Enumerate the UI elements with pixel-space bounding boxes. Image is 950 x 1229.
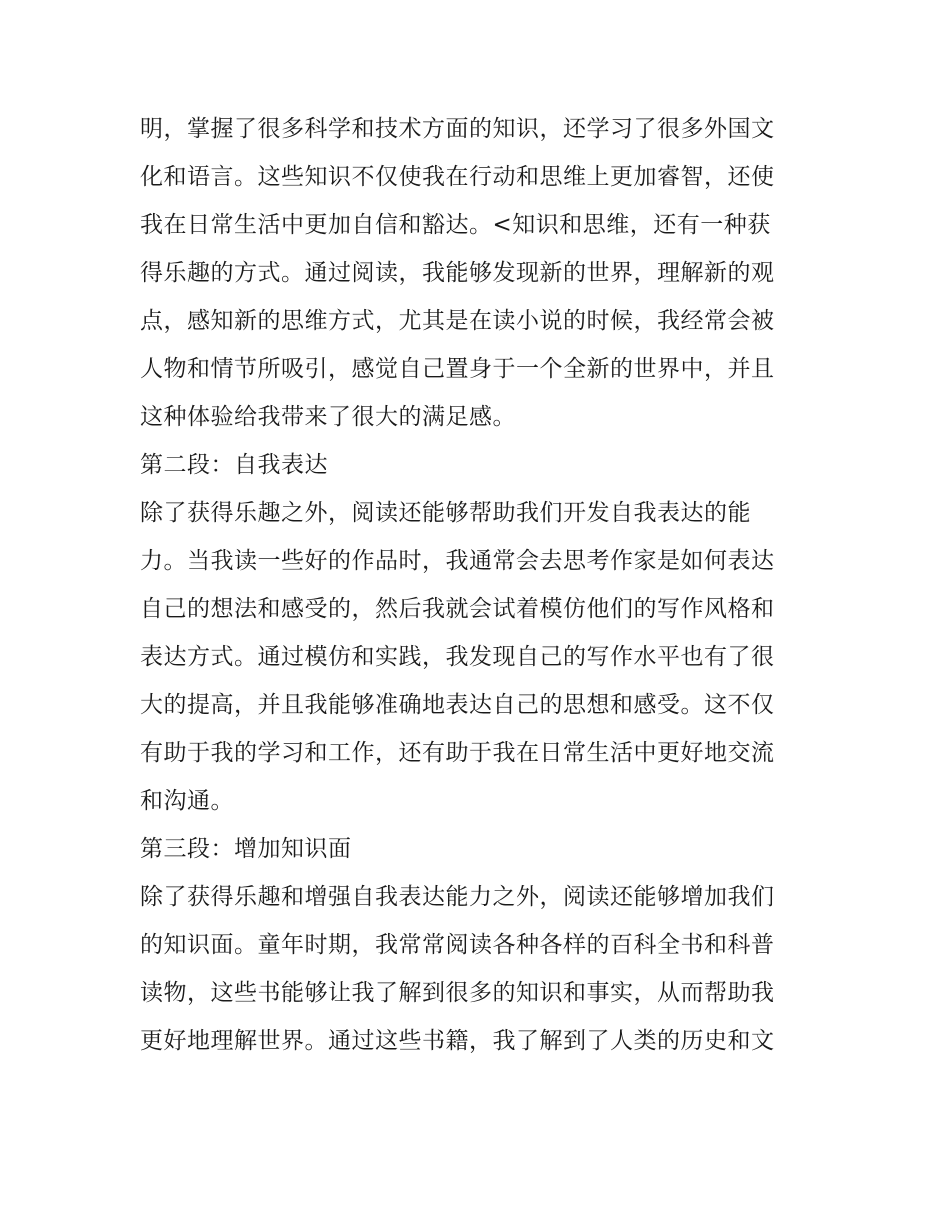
text-line: 自己的想法和感受的，然后我就会试着模仿他们的写作风格和 — [140, 596, 775, 622]
document-body — [140, 105, 820, 1065]
paragraph-knowledge — [140, 873, 820, 1065]
text-line: 除了获得乐趣之外，阅读还能够帮助我们开发自我表达的能 — [140, 500, 751, 526]
section-heading-knowledge: 第三段：增加知识面 — [140, 836, 352, 862]
paragraph-self-expression — [140, 489, 820, 825]
text-line: 除了获得乐趣和增强自我表达能力之外，阅读还能够增加我们 — [140, 884, 775, 910]
text-line: 我在日常生活中更加自信和豁达。<知识和思维，还有一种获 — [140, 212, 771, 238]
text-line: 有助于我的学习和工作，还有助于我在日常生活中更好地交流 — [140, 740, 775, 766]
text-line: 和沟通。 — [140, 788, 234, 814]
text-line: 这种体验给我带来了很大的满足感。 — [140, 404, 516, 430]
text-line: 表达方式。通过模仿和实践，我发现自己的写作水平也有了很 — [140, 644, 775, 670]
paragraph-reading-fun — [140, 105, 820, 441]
text-line: 得乐趣的方式。通过阅读，我能够发现新的世界，理解新的观 — [140, 260, 775, 286]
section-heading-self-expression: 第二段：自我表达 — [140, 452, 328, 478]
text-line: 更好地理解世界。通过这些书籍，我了解到了人类的历史和文 — [140, 1028, 775, 1054]
text-line: 力。当我读一些好的作品时，我通常会去思考作家是如何表达 — [140, 548, 775, 574]
text-line: 点，感知新的思维方式，尤其是在读小说的时候，我经常会被 — [140, 308, 775, 334]
text-line: 读物，这些书能够让我了解到很多的知识和事实，从而帮助我 — [140, 980, 775, 1006]
text-line: 人物和情节所吸引，感觉自己置身于一个全新的世界中，并且 — [140, 356, 775, 382]
text-line: 明，掌握了很多科学和技术方面的知识，还学习了很多外国文 — [140, 116, 775, 142]
text-line: 化和语言。这些知识不仅使我在行动和思维上更加睿智，还使 — [140, 164, 775, 190]
text-line: 大的提高，并且我能够准确地表达自己的思想和感受。这不仅 — [140, 692, 775, 718]
text-line: 的知识面。童年时期，我常常阅读各种各样的百科全书和科普 — [140, 932, 775, 958]
